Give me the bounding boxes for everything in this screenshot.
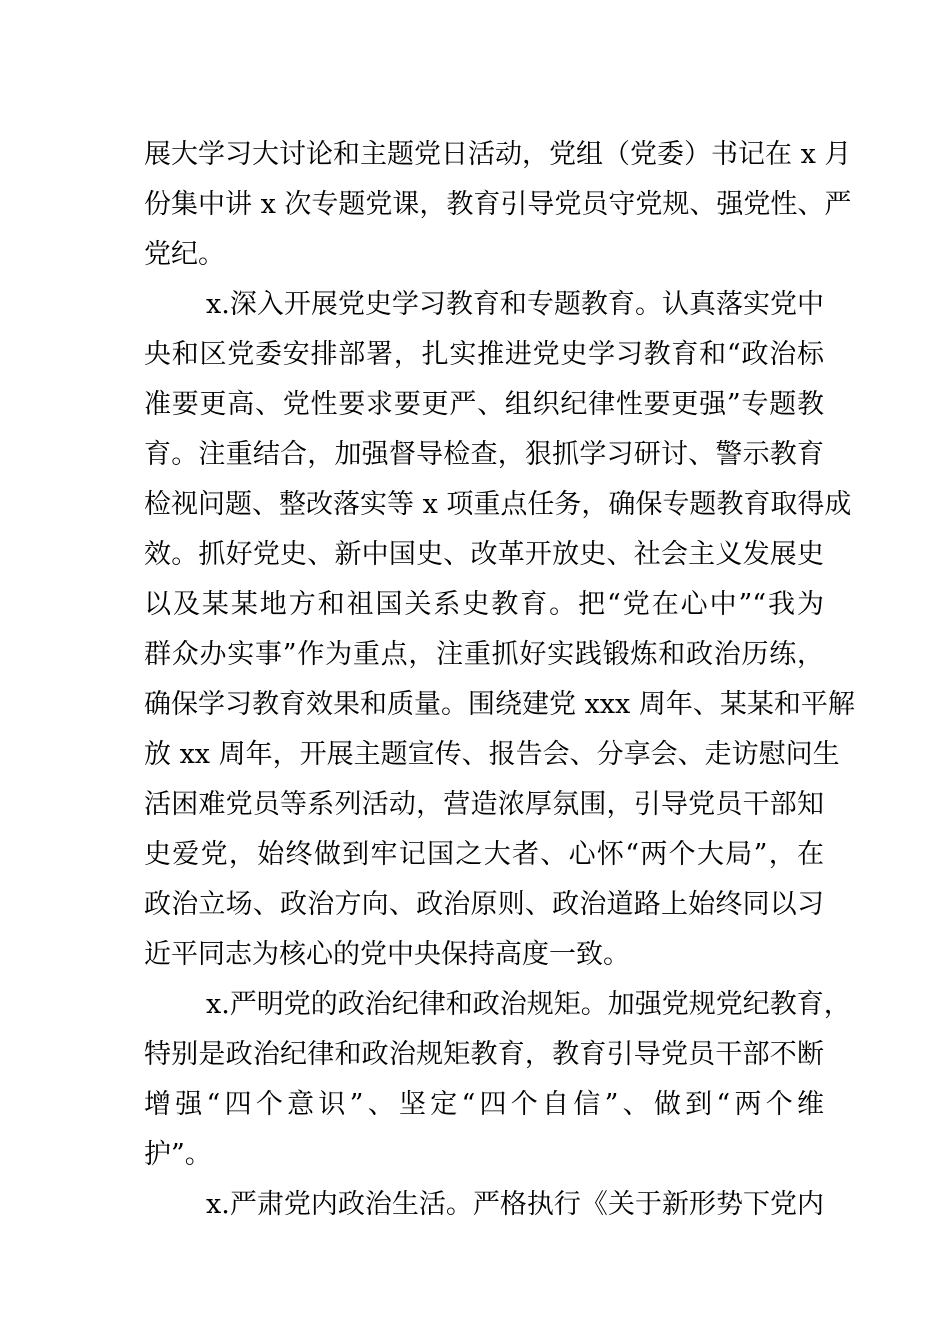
text-line: 放 xx 周年，开展主题宣传、报告会、分享会、走访慰问生 <box>144 739 840 770</box>
text-line: 效。抓好党史、新中国史、改革开放史、社会主义发展史 <box>144 539 824 570</box>
text-line: 准要更高、党性要求要更严、组织纪律性要更强”专题教 <box>144 389 824 420</box>
text-line: 展大学习大讨论和主题党日活动，党组（党委）书记在 x 月 <box>144 139 852 170</box>
text-line: 央和区党委安排部署，扎实推进党史学习教育和“政治标 <box>144 339 824 370</box>
text-line: 史爱党，始终做到牢记国之大者、心怀“两个大局”，在 <box>144 839 824 870</box>
text-line: 增强“四个意识”、坚定“四个自信”、做到“两个维 <box>144 1089 824 1120</box>
paragraph-heading-line: x.深入开展党史学习教育和专题教育。认真落实党中 <box>206 289 824 320</box>
text-line: 政治立场、政治方向、政治原则、政治道路上始终同以习 <box>144 889 824 920</box>
paragraph-heading-line: x.严明党的政治纪律和政治规矩。加强党规党纪教育， <box>206 989 851 1020</box>
text-line: 护”。 <box>144 1139 212 1170</box>
paragraph-heading-line: x.严肃党内政治生活。严格执行《关于新形势下党内 <box>206 1189 824 1220</box>
text-line: 特别是政治纪律和政治规矩教育，教育引导党员干部不断 <box>144 1039 824 1070</box>
text-line: 党纪。 <box>144 239 225 270</box>
text-line: 活困难党员等系列活动，营造浓厚氛围，引导党员干部知 <box>144 789 824 820</box>
text-line: 检视问题、整改落实等 x 项重点任务，确保专题教育取得成 <box>144 489 852 520</box>
text-line: 育。注重结合，加强督导检查，狠抓学习研讨、警示教育 <box>144 439 824 470</box>
text-line: 份集中讲 x 次专题党课，教育引导党员守党规、强党性、严 <box>144 189 852 220</box>
text-line: 以及某某地方和祖国关系史教育。把“党在心中”“我为 <box>144 589 824 620</box>
text-line: 近平同志为核心的党中央保持高度一致。 <box>144 939 630 970</box>
text-line: 确保学习教育效果和质量。围绕建党 xxx 周年、某某和平解 <box>144 689 855 720</box>
text-line: 群众办实事”作为重点，注重抓好实践锻炼和政治历练， <box>144 639 824 670</box>
